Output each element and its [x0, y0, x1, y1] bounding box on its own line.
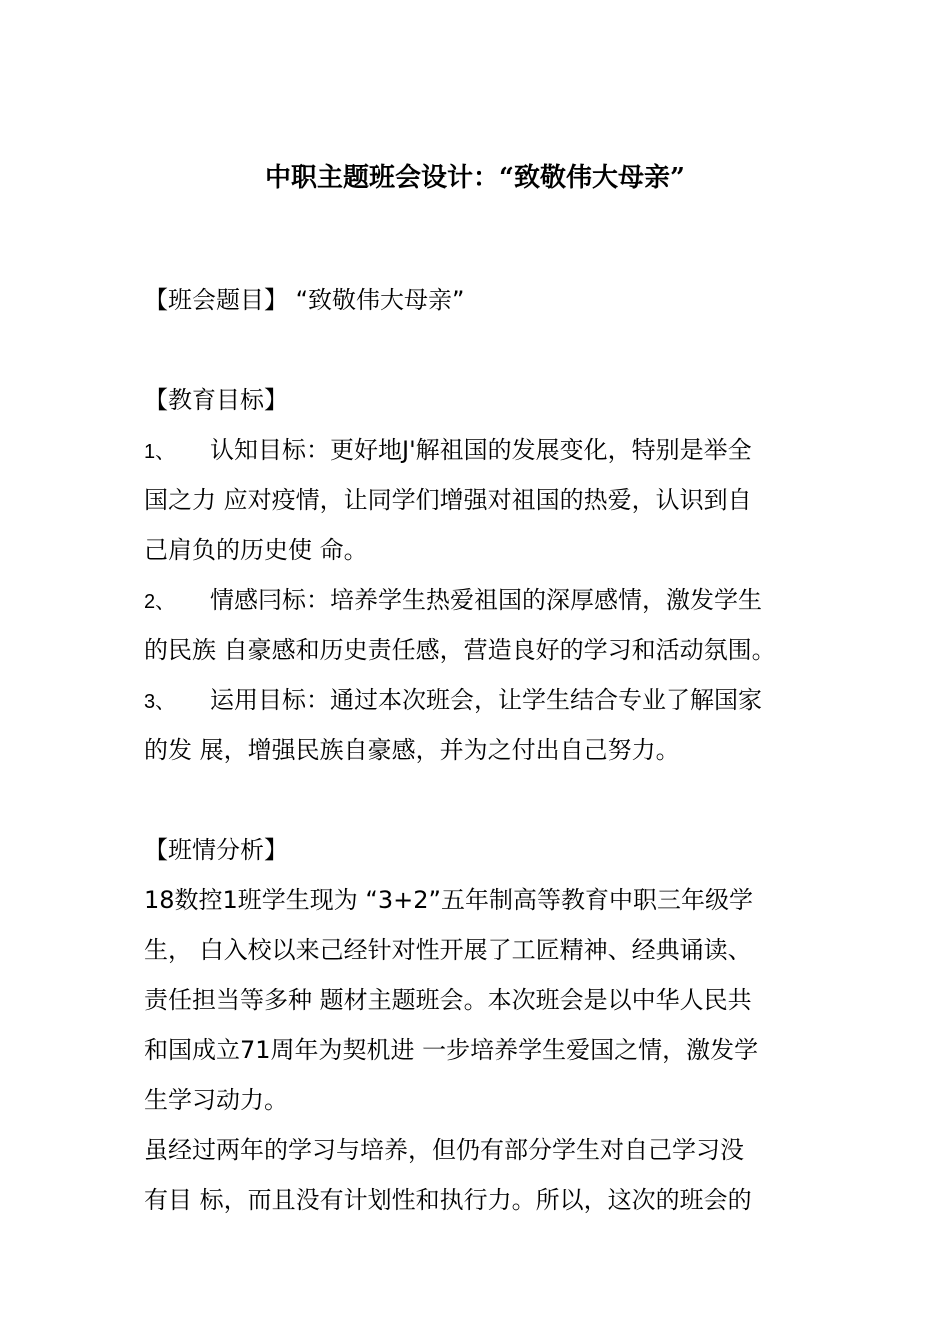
analysis-paragraph-1-line: 和国成立71周年为契机进 一步培养学生爱国之情，激发学 — [144, 1036, 759, 1064]
goal-item-1-line-1 — [144, 432, 752, 470]
analysis-heading: 【班情分析】 — [144, 836, 288, 864]
analysis-paragraph-2-line: 有目 标，而且没有计划性和执行力。所以，这次的班会的 — [144, 1186, 752, 1214]
analysis-paragraph-1-line: 18数控1班学生现为 “3+2”五年制高等教育中职三年级学 — [144, 886, 753, 914]
document-title: 中职主题班会设计：“致敬伟大母亲” — [265, 163, 685, 193]
analysis-paragraph-2-line: 虽经过两年的学习与培养，但仍有部分学生对自己学习没 — [144, 1136, 744, 1164]
goal-item-3-number: 3、 — [144, 691, 176, 713]
analysis-paragraph-1-line: 生， 白入校以来己经针对性开展了工匠精神、经典诵读、 — [144, 936, 752, 964]
class-meeting-topic: 【班会题目】 “致敬伟大母亲” — [144, 286, 465, 314]
goal-item-3-line-1 — [144, 682, 762, 720]
goal-item-3-text: 运用目标：通过本次班会，让学生结合专业了解国家 — [210, 686, 762, 714]
goal-item-1-line-2: 国之力 应对疫情，让同学们增强对祖国的热爱，认识到自 — [144, 486, 752, 514]
goal-item-1-line-3: 己肩负的历史使 命。 — [144, 536, 368, 564]
goal-item-1-text: 认知目标：更好地J'解祖国的发展变化，特别是举全 — [210, 436, 752, 464]
goal-item-3-line-2: 的发 展，增强民族自豪感，并为之付出自己努力。 — [144, 736, 680, 764]
analysis-paragraph-1-line: 责任担当等多种 题材主题班会。本次班会是以中华人民共 — [144, 986, 752, 1014]
analysis-paragraph-1-line: 生学习动力。 — [144, 1086, 288, 1114]
goals-heading: 【教育目标】 — [144, 386, 288, 414]
goal-item-1-number: 1、 — [144, 441, 176, 463]
goal-item-2-number: 2、 — [144, 591, 176, 613]
goal-item-2-text: 情感冃标：培养学生热爱祖国的深厚感情，激发学生 — [210, 586, 762, 614]
goal-item-2-line-2: 的民族 自豪感和历史责任感，营造良好的学习和活动氛围。 — [144, 636, 776, 664]
goal-item-2-line-1 — [144, 582, 762, 620]
